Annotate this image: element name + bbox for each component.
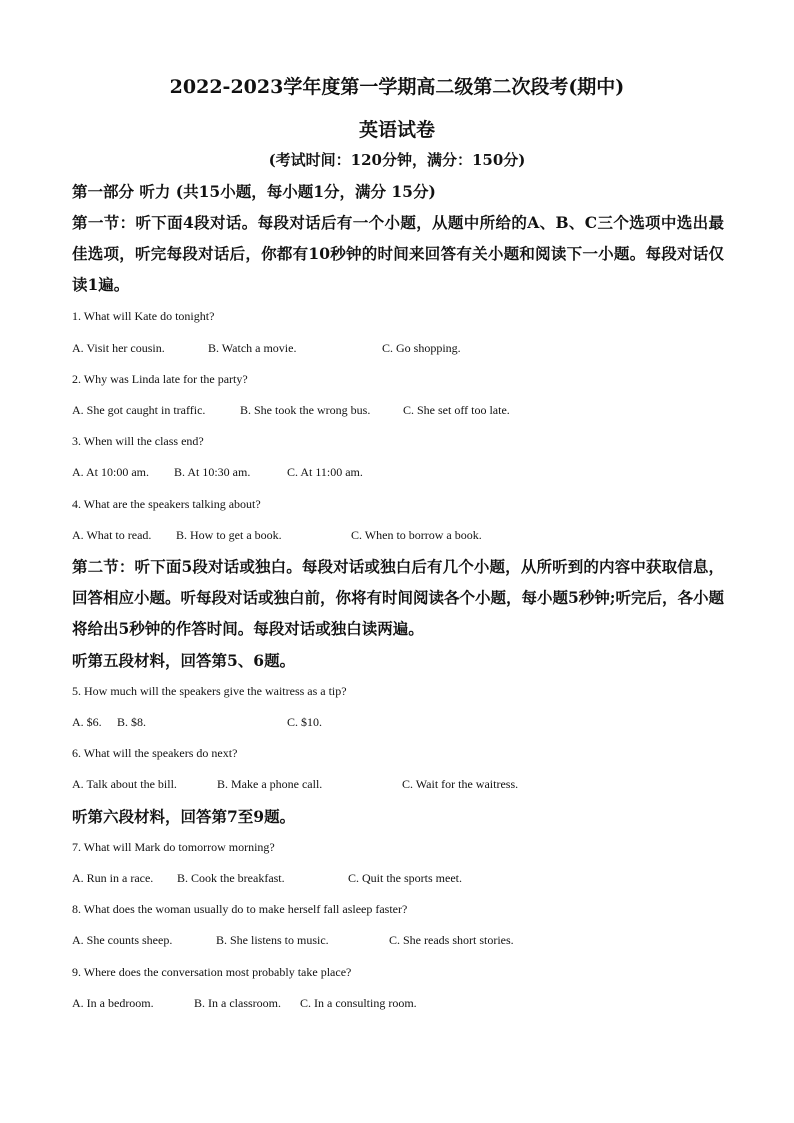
question-9-stem: 9. Where does the conversation most probably take place? — [72, 965, 352, 979]
question-6-option-c: C. Wait for the waitress. — [402, 777, 519, 791]
question-4-option-b: B. How to get a book. — [176, 528, 282, 542]
question-9-option-a: A. In a bedroom. — [72, 996, 154, 1010]
question-3-option-b: B. At 10:30 am. — [174, 465, 251, 479]
exam-title: 2022-2023学年度第一学期高二级第二次段考(期中) — [169, 76, 625, 98]
question-1-option-b: B. Watch a movie. — [208, 341, 297, 355]
question-5-option-b: B. $8. — [117, 715, 147, 729]
question-4-stem: 4. What are the speakers talking about? — [72, 497, 261, 511]
section1-instructions: 第一节：听下面4段对话。每段对话后有一个小题，从题中所给的A、B、C三个选项中选出最佳选项，听完每段对话后，你都有10秒钟的时间来回答有关小题和阅读下一小题。每段对话仅读1遍。 — [72, 213, 724, 294]
question-2-option-b: B. She took the wrong bus. — [240, 403, 371, 417]
section2-instructions: 第二节：听下面5段对话或独白。每段对话或独白后有几个小题，从所听到的内容中获取信息，回答相应小题。听每段对话或独白前，你将有时间阅读各个小题，每小题5秒钟;听完后，各小题将给出5秒钟的作答时间。每段对话或独白读两遍。 — [72, 557, 725, 638]
question-7-option-c: C. Quit the sports meet. — [348, 871, 462, 885]
question-2-stem: 2. Why was Linda late for the party? — [72, 372, 248, 386]
question-9-option-c: C. In a consulting room. — [300, 996, 417, 1010]
question-9-option-b: B. In a classroom. — [194, 996, 281, 1010]
question-3-stem: 3. When will the class end? — [72, 434, 204, 448]
question-2-option-a: A. She got caught in traffic. — [72, 403, 206, 417]
question-1-option-a: A. Visit her cousin. — [72, 341, 165, 355]
part1-heading: 第一部分 听力 (共15小题，每小题1分，满分 15分) — [72, 182, 436, 201]
question-1-stem: 1. What will Kate do tonight? — [72, 309, 215, 323]
question-5-stem: 5. How much will the speakers give the waitress as a tip? — [72, 684, 347, 698]
question-6-option-a: A. Talk about the bill. — [72, 777, 177, 791]
question-7-option-b: B. Cook the breakfast. — [177, 871, 285, 885]
question-3-option-a: A. At 10:00 am. — [72, 465, 149, 479]
exam-subject: 英语试卷 — [358, 119, 435, 141]
material-5-heading: 听第五段材料，回答第5、6题。 — [72, 651, 296, 670]
question-6-stem: 6. What will the speakers do next? — [72, 746, 238, 760]
question-4-option-c: C. When to borrow a book. — [351, 528, 482, 542]
question-5-option-a: A. $6. — [72, 715, 102, 729]
exam-info: (考试时间：120分钟，满分：150分) — [268, 151, 526, 169]
question-8-option-a: A. She counts sheep. — [72, 933, 173, 947]
question-5-option-c: C. $10. — [287, 715, 323, 729]
question-8-option-b: B. She listens to music. — [216, 933, 329, 947]
question-2-option-c: C. She set off too late. — [403, 403, 510, 417]
question-7-stem: 7. What will Mark do tomorrow morning? — [72, 840, 275, 854]
question-6-option-b: B. Make a phone call. — [217, 777, 323, 791]
question-7-option-a: A. Run in a race. — [72, 871, 154, 885]
question-1-option-c: C. Go shopping. — [382, 341, 461, 355]
question-3-option-c: C. At 11:00 am. — [287, 465, 363, 479]
question-4-option-a: A. What to read. — [72, 528, 152, 542]
question-8-option-c: C. She reads short stories. — [389, 933, 514, 947]
material-6-heading: 听第六段材料，回答第7至9题。 — [72, 807, 296, 826]
question-8-stem: 8. What does the woman usually do to make herself fall asleep faster? — [72, 902, 408, 916]
